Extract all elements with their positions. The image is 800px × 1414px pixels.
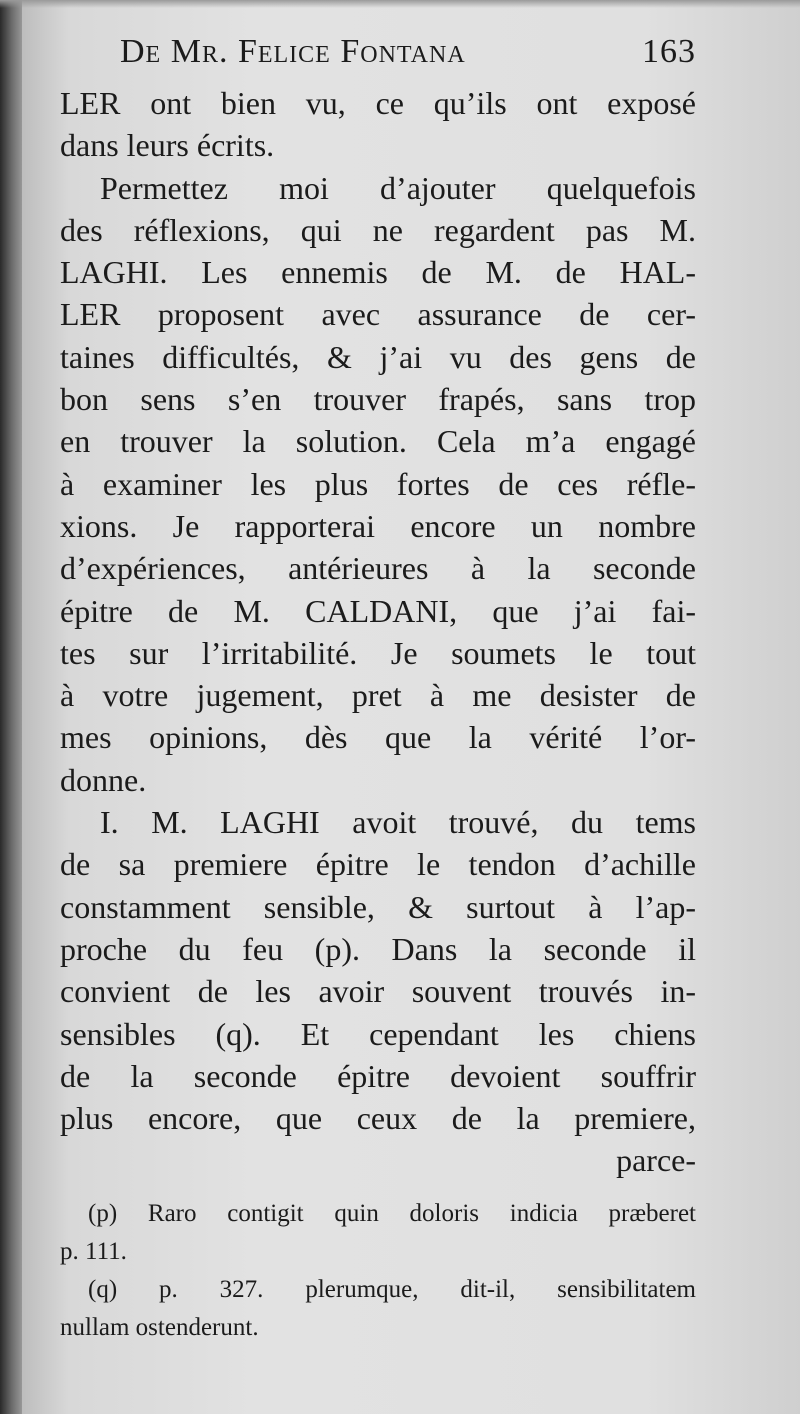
- text-line: de la seconde épitre devoient souffrir: [60, 1057, 696, 1094]
- text-line: épitre de M. CALDANI, que j’ai fai-: [60, 592, 696, 629]
- text-line: à examiner les plus fortes de ces réfle-: [60, 465, 696, 502]
- text-line: xions. Je rapporterai encore un nombre: [60, 507, 696, 544]
- footnote-line: p. 111.: [60, 1238, 127, 1265]
- text-line: LER proposent avec assurance de cer-: [60, 296, 696, 333]
- text-line: d’expériences, antérieures à la seconde: [60, 550, 696, 587]
- text-line: des réflexions, qui ne regardent pas M.: [60, 211, 696, 248]
- page-number: 163: [642, 33, 696, 70]
- text-line: LAGHI. Les ennemis de M. de HAL-: [60, 254, 696, 291]
- text-line: sensibles (q). Et cependant les chiens: [60, 1015, 696, 1052]
- text-line: dans leurs écrits.: [60, 127, 275, 164]
- text-line: mes opinions, dès que la vérité l’or-: [60, 719, 696, 756]
- footnote-line: nullam ostenderunt.: [60, 1314, 259, 1341]
- text-line: bon sens s’en trouver frapés, sans trop: [60, 381, 696, 418]
- page-top-edge: [0, 0, 800, 8]
- text-line: I. M. LAGHI avoit trouvé, du tems: [100, 804, 696, 841]
- text-line: plus encore, que ceux de la premiere,: [60, 1100, 696, 1137]
- footnote-line: (q) p. 327. plerumque, dit-il, sensibilitatem: [88, 1276, 696, 1303]
- text-line: de sa premiere épitre le tendon d’achille: [60, 846, 696, 883]
- text-line: convient de les avoir souvent trouvés in-: [60, 973, 696, 1010]
- body-text: [60, 82, 696, 1182]
- text-line: constamment sensible, & surtout à l’ap-: [60, 888, 696, 925]
- text-line: Permettez moi d’ajouter quelquefois: [100, 169, 696, 206]
- page-header: [120, 30, 696, 74]
- text-line: donne.: [60, 761, 147, 798]
- text-line: taines difficultés, & j’ai vu des gens de: [60, 338, 696, 375]
- catchword: parce-: [616, 1142, 696, 1179]
- text-line: proche du feu (p). Dans la seconde il: [60, 930, 696, 967]
- text-line: en trouver la solution. Cela m’a engagé: [60, 423, 696, 460]
- footnotes: [60, 1195, 696, 1347]
- text-line: LER ont bien vu, ce qu’ils ont exposé: [60, 85, 696, 121]
- text-line: à votre jugement, pret à me desister de: [60, 677, 696, 714]
- footnote-line: (p) Raro contigit quin doloris indicia præberet: [88, 1200, 696, 1227]
- running-title: De Mr. Felice Fontana: [120, 33, 466, 70]
- text-line: tes sur l’irritabilité. Je soumets le tout: [60, 634, 696, 671]
